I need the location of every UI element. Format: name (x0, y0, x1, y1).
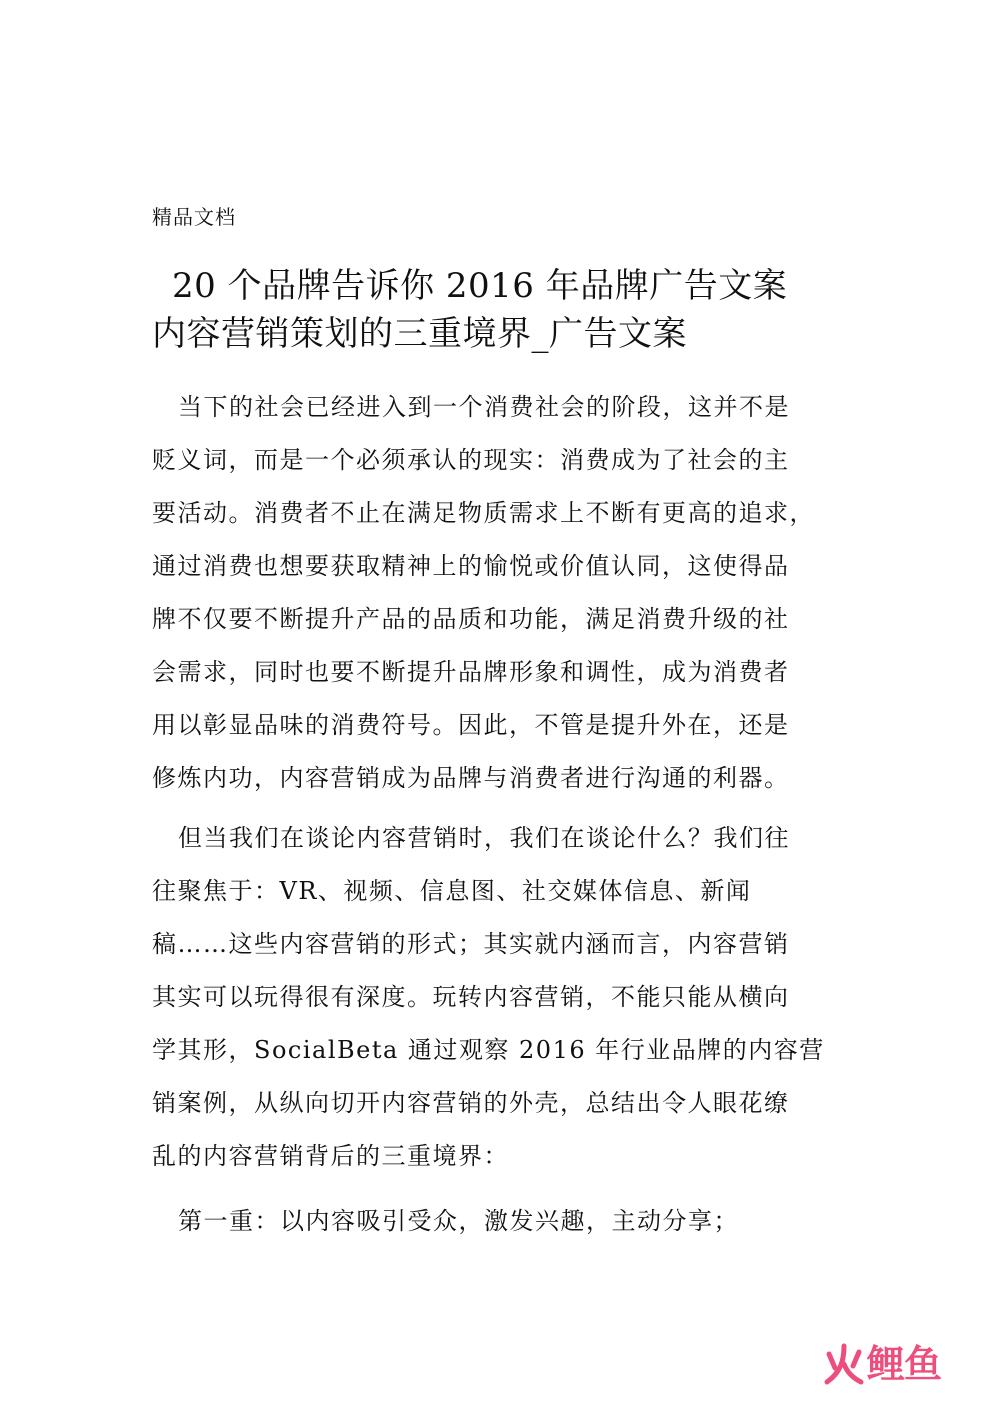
paragraph-line: 当下的社会已经进入到一个消费社会的阶段，这并不是 (178, 393, 790, 421)
paragraph-1 (152, 381, 832, 805)
paragraph-line: 牌不仅要不断提升产品的品质和功能，满足消费升级的社 (152, 605, 790, 633)
paragraph-line: 往聚焦于：VR、视频、信息图、社交媒体信息、新闻 (152, 877, 752, 905)
title-line-1: 20 个品牌告诉你 2016 年品牌广告文案 (172, 266, 788, 306)
paragraph-line: 乱的内容营销背后的三重境界： (152, 1142, 509, 1170)
watermark-logo (823, 1340, 973, 1388)
paragraph-line: 稿……这些内容营销的形式；其实就内涵而言，内容营销 (152, 930, 790, 958)
fire-icon (823, 1342, 865, 1386)
paragraph-3 (152, 1195, 832, 1248)
paragraph-line: 销案例，从纵向切开内容营销的外壳，总结出令人眼花缭 (152, 1089, 790, 1117)
paragraph-line: 学其形，SocialBeta 通过观察 2016 年行业品牌的内容营 (152, 1036, 825, 1064)
paragraph-line: 用以彰显品味的消费符号。因此，不管是提升外在，还是 (152, 711, 790, 739)
paragraph-line: 贬义词，而是一个必须承认的现实：消费成为了社会的主 (152, 446, 790, 474)
paragraph-line: 要活动。消费者不止在满足物质需求上不断有更高的追求， (152, 499, 815, 527)
paragraph-line: 第一重：以内容吸引受众，激发兴趣，主动分享； (178, 1207, 739, 1235)
paragraph-line: 但当我们在谈论内容营销时，我们在谈论什么？我们往 (178, 824, 790, 852)
paragraph-line: 其实可以玩得很有深度。玩转内容营销，不能只能从横向 (152, 983, 790, 1011)
paragraph-line: 通过消费也想要获取精神上的愉悦或价值认同，这使得品 (152, 552, 790, 580)
paragraph-2 (152, 812, 832, 1183)
paragraph-line: 修炼内功，内容营销成为品牌与消费者进行沟通的利器。 (152, 764, 790, 792)
logo-text: 鲤鱼 (867, 1342, 942, 1386)
header-label: 精品文档 (152, 205, 236, 229)
title-line-2: 内容营销策划的三重境界_广告文案 (152, 314, 687, 354)
paragraph-line: 会需求，同时也要不断提升品牌形象和调性，成为消费者 (152, 658, 790, 686)
document-title (152, 262, 852, 358)
